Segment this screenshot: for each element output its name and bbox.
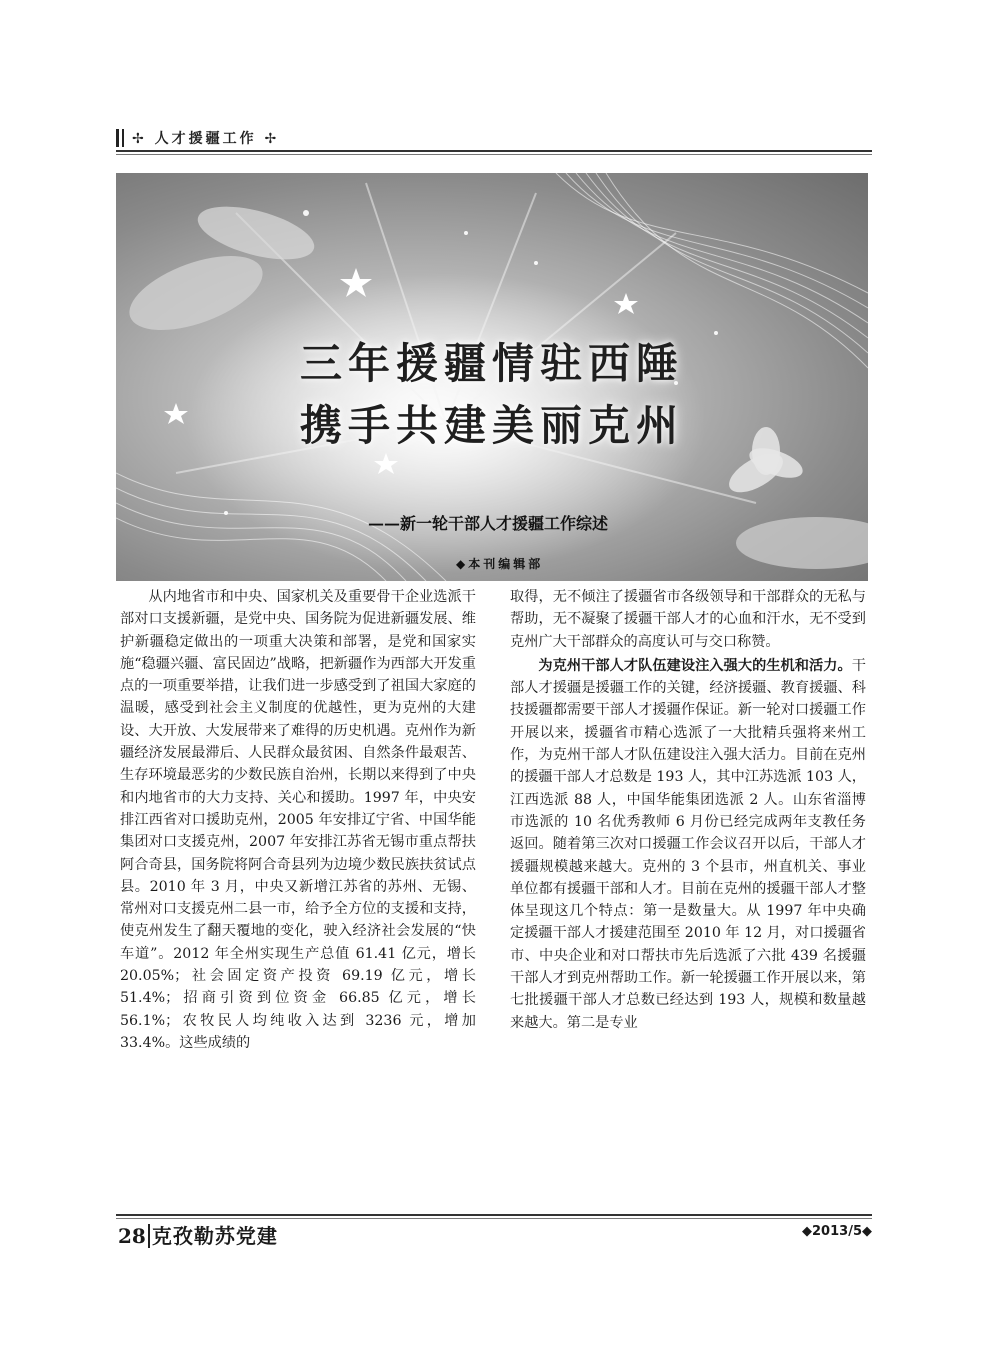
footer-left: [118, 1220, 278, 1249]
section-title: ✢ 人才援疆工作 ✢: [132, 131, 280, 147]
page-number: 28: [118, 1224, 150, 1248]
header-rule: [116, 150, 872, 152]
body-paragraph: [510, 655, 866, 1034]
footer-rule: [116, 1214, 872, 1216]
section-header: [116, 128, 872, 148]
right-column: [510, 586, 866, 1034]
subtitle: ——新一轮干部人才援疆工作综述: [368, 514, 609, 533]
article-banner: [116, 173, 868, 581]
headline-line1: 三年援疆情驻西陲: [299, 339, 684, 388]
issue-number: ◆2013/5◆: [802, 1224, 872, 1239]
left-column: [120, 586, 476, 1054]
header-rule-thin: [116, 154, 872, 155]
journal-name: 克孜勒苏党建: [151, 1224, 278, 1248]
header-bars-icon: [116, 129, 124, 147]
paragraph-body: 干部人才援疆是援疆工作的关键，经济援疆、教育援疆、科技援疆都需要干部人才援疆作保证。新一轮对口援疆工作开展以来，援疆省市精心选派了一大批精兵强将来州工作，为克州干部人才队伍建设注入强大活力。目前在克州的援疆干部人才总数是 193 人，其中江苏选派 103 人，江西选派 88 人，中国华能集团选派 2 人。山东省淄博市选派的 10 名优秀教师 6 月份已经完成两年支教任务返回。随着第三次对口援疆工作会议召开以后，干部人才援疆规模越来越大。克州的 3 个县市，州直机关、事业单位都有援疆干部和人才。目前在克州的援疆干部人才整体呈现这几个特点：第一是数量大。从 1997 年中央确定援疆干部人才援建范围至 2010 年 12 月，对口援疆省市、中央企业和对口帮扶市先后选派了六批 439 名援疆干部人才到克州帮助工作。新一轮援疆工作开展以来，第七批援疆干部人才总数已经达到 193 人，规模和数量越来越大。第二是专业: [510, 657, 866, 1031]
body-paragraph: 从内地省市和中央、国家机关及重要骨干企业选派干部对口支援新疆，是党中央、国务院为促进新疆发展、维护新疆稳定做出的一项重大决策和部署，是党和国家实施“稳疆兴疆、富民固边”战略，把新疆作为西部大开发重点的一项重要举措，让我们进一步感受到了祖国大家庭的温暖，感受到社会主义制度的优越性，更为克州的大建设、大开放、大发展带来了难得的历史机遇。克州作为新疆经济发展最滞后、人民群众最贫困、自然条件最艰苦、生存环境最恶劣的少数民族自治州，长期以来得到了中央和内地省市的大力支持、关心和援助。1997 年，中央安排江西省对口援助克州，2005 年安排辽宁省、中国华能集团对口支援克州，2007 年安排江苏省无锡市重点帮扶阿合奇县，国务院将阿合奇县列为边境少数民族扶贫试点县。2010 年 3 月，中央又新增江苏省的苏州、无锡、常州对口支援克州二县一市，给予全方位的支援和支持，使克州发生了翻天覆地的变化，驶入经济社会发展的“快车道”。2012 年全州实现生产总值 61.41 亿元，增长 20.05%；社会固定资产投资 69.19 亿元，增长 51.4%；招商引资到位资金 66.85 亿元，增长 56.1%；农牧民人均纯收入达到 3236 元，增加 33.4%。这些成绩的: [120, 589, 476, 1051]
body-paragraph-continuation: 取得，无不倾注了援疆省市各级领导和干部群众的无私与帮助，无不凝聚了援疆干部人才的心血和汗水，无不受到克州广大干部群众的高度认可与交口称赞。: [510, 589, 866, 650]
author-byline: ◆本刊编辑部: [456, 557, 544, 571]
footer-rule-thin: [116, 1218, 872, 1219]
paragraph-heading: 为克州干部人才队伍建设注入强大的生机和活力。: [538, 657, 852, 674]
headline-line2: 携手共建美丽克州: [299, 401, 684, 450]
